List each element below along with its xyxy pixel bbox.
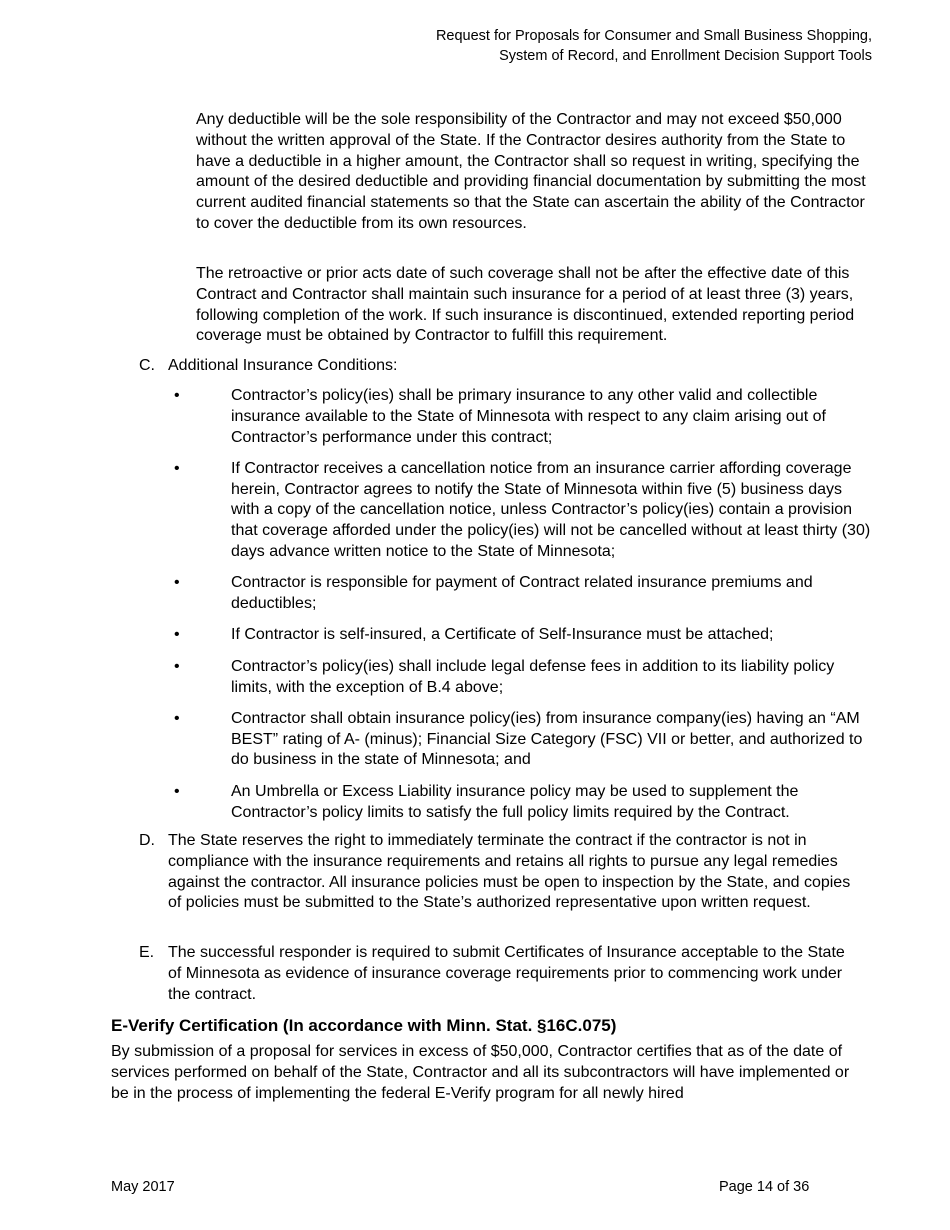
list-item — [174, 657, 874, 699]
bullet-icon: • — [174, 387, 180, 404]
section-item-d — [139, 831, 879, 914]
list-item — [174, 625, 874, 646]
item-d-letter: D. — [139, 832, 155, 849]
list-item-text: If Contractor receives a cancellation notice from an insurance carrier affording coverage herein, Contractor agrees to notify the State of Minnesota within five (5) business days with a copy of the cancellation notice, unless Contractor’s policy(ies) contain a provision that coverage afforded under the policy(ies) will not be cancelled without at least thirty (30) days advance written notice to the State of Minnesota; — [231, 459, 871, 561]
deductible-paragraph: Any deductible will be the sole responsibility of the Contractor and may not exceed $50,000 without the written approval of the State. If the Contractor desires authority from the State to have a deductible in a higher amount, the Contractor shall so request in writing, specifying the amount of the desired deductible and providing financial documentation by submitting the most current audited financial statements so that the State can ascertain the ability of the Contractor to cover the deductible from its own resources. — [196, 111, 866, 232]
list-item — [174, 709, 874, 771]
list-item-text: An Umbrella or Excess Liability insurance policy may be used to supplement the Contractor’s policy limits to satisfy the full policy limits required by the Contract. — [231, 782, 799, 821]
everify-heading: E-Verify Certification (In accordance with Minn. Stat. §16C.075) — [111, 1016, 617, 1035]
footer-date: May 2017 — [111, 1179, 175, 1195]
item-e-letter: E. — [139, 944, 155, 961]
section-item-e — [139, 943, 879, 1005]
section-item-c — [139, 356, 879, 377]
list-item-text: Contractor shall obtain insurance policy(ies) from insurance company(ies) having an “AM BEST” rating of A- (minus); Financial Size Category (FSC) VII or better, and authorized to do business in the state of Minnesota; and — [231, 709, 863, 769]
list-item — [174, 782, 874, 824]
everify-paragraph: By submission of a proposal for services in excess of $50,000, Contractor certifies that as of the date of services performed on behalf of the State, Contractor and all its subcontractors will have implemented or be in the process of implementing the federal E-Verify program for all newly hired — [111, 1043, 850, 1102]
list-item — [174, 459, 874, 563]
list-item-text: Contractor is responsible for payment of Contract related insurance premiums and deductibles; — [231, 574, 813, 613]
list-item — [174, 573, 874, 615]
retroactive-coverage-paragraph: The retroactive or prior acts date of such coverage shall not be after the effective date of this Contract and Contractor shall maintain such insurance for a period of at least three (3) years, following completion of the work. If such insurance is discontinued, extended reporting period coverage must be obtained by Contractor to fulfill this requirement. — [196, 265, 855, 345]
page-header — [436, 27, 872, 66]
bullet-icon: • — [174, 782, 180, 800]
bullet-icon: • — [174, 657, 180, 675]
header-title-line-1: Request for Proposals for Consumer and Small Business Shopping, — [435, 28, 872, 44]
item-c-text: Additional Insurance Conditions: — [168, 357, 398, 374]
list-item-text: Contractor’s policy(ies) shall include legal defense fees in addition to its liability policy limits, with the exception of B.4 above; — [231, 657, 835, 696]
bullet-icon: • — [174, 574, 180, 592]
insurance-conditions-list — [174, 386, 874, 834]
list-item — [174, 386, 874, 448]
header-title-line-2: System of Record, and Enrollment Decision Support Tools — [499, 47, 872, 64]
bullet-icon: • — [174, 459, 180, 477]
list-item-text: If Contractor is self-insured, a Certificate of Self-Insurance must be attached; — [231, 626, 774, 644]
bullet-icon: • — [174, 709, 180, 727]
footer-page-number: Page 14 of 36 — [719, 1179, 810, 1195]
list-item-text: Contractor’s policy(ies) shall be primary insurance to any other valid and collectible insurance available to the State of Minnesota with respect to any claim arising out of Contractor’s performance under this contract; — [231, 387, 826, 446]
item-c-letter: C. — [139, 357, 155, 374]
item-e-text: The successful responder is required to submit Certificates of Insurance acceptable to the State of Minnesota as evidence of insurance coverage requirements prior to commencing work under the contract. — [168, 944, 845, 1003]
bullet-icon: • — [174, 626, 180, 644]
item-d-text: The State reserves the right to immediately terminate the contract if the contractor is not in compliance with the insurance requirements and retains all rights to pursue any legal remedies against the contractor. All insurance policies must be open to inspection by the State, and copies of policies must be submitted to the State’s authorized representative upon written request. — [168, 832, 851, 912]
